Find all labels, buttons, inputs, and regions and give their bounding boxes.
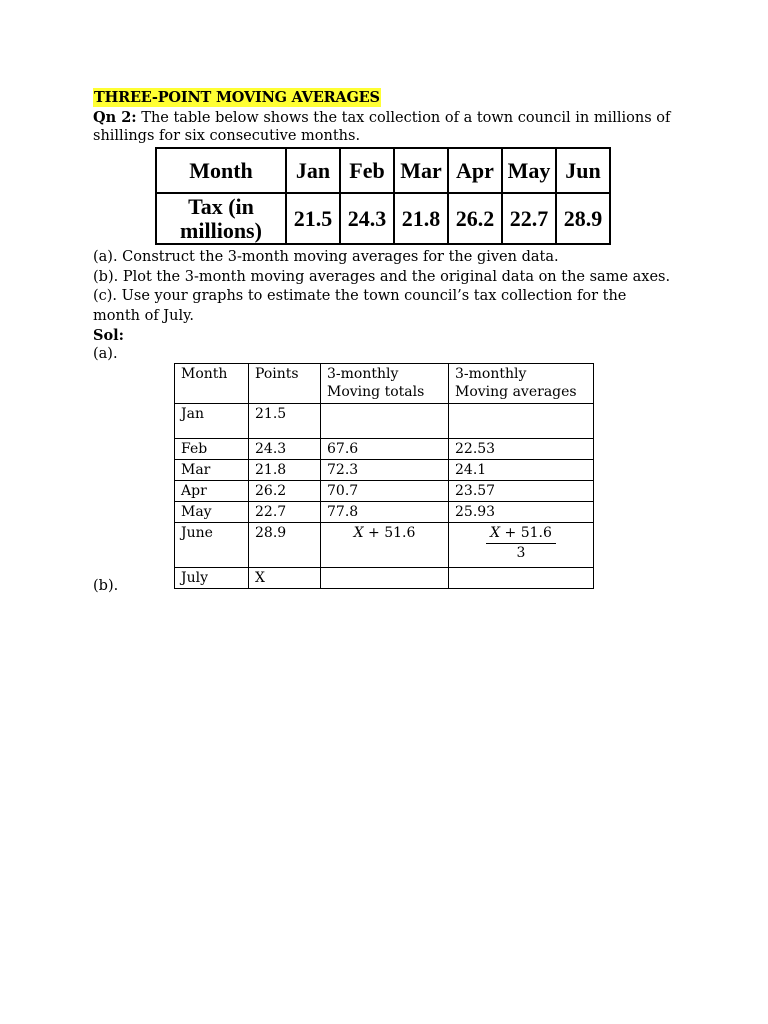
question-text: [93, 108, 670, 128]
total-cell: 77.8: [321, 502, 449, 523]
points-cell: 26.2: [249, 481, 321, 502]
month-cell: June: [175, 523, 249, 568]
numerator-rest: + 51.6: [500, 525, 552, 541]
month-cell: Feb: [340, 148, 394, 193]
tax-cell: 22.7: [502, 193, 556, 244]
points-cell: 21.8: [249, 460, 321, 481]
month-cell: Mar: [175, 460, 249, 481]
part-c-text: (c). Use your graphs to estimate the town council’s tax collection for the: [93, 288, 627, 304]
table-header-row: [175, 364, 594, 404]
month-cell: Mar: [394, 148, 448, 193]
part-a-text: (a). Construct the 3-month moving averages for the given data.: [93, 249, 559, 265]
part-c-text-line2: month of July.: [93, 308, 194, 324]
table-row: [175, 523, 594, 568]
col-header-averages-line2: Moving averages: [455, 384, 577, 400]
solution-part-b-label: (b).: [93, 578, 119, 594]
points-cell: X: [249, 568, 321, 589]
total-cell: [321, 568, 449, 589]
average-cell: 25.93: [449, 502, 594, 523]
section-title: THREE-POINT MOVING AVERAGES: [94, 89, 380, 106]
month-cell: July: [175, 568, 249, 589]
tax-cell: 24.3: [340, 193, 394, 244]
table-row: [175, 481, 594, 502]
part-b-text: (b). Plot the 3-month moving averages and the original data on the same axes.: [93, 269, 671, 285]
solution-part-a-label: (a).: [93, 346, 118, 362]
tax-header: [156, 193, 286, 244]
average-cell: [449, 404, 594, 439]
tax-data-table: [155, 147, 611, 245]
col-header-averages: [449, 364, 594, 404]
tax-row: [156, 193, 610, 244]
tax-cell: 26.2: [448, 193, 502, 244]
month-row: [156, 148, 610, 193]
table-row: [175, 502, 594, 523]
tax-cell: 21.5: [286, 193, 340, 244]
month-cell: Jan: [175, 404, 249, 439]
col-header-month: Month: [175, 364, 249, 404]
table-row: [175, 568, 594, 589]
table-row: [175, 404, 594, 439]
variable-x: X: [353, 525, 364, 541]
question-line2: shillings for six consecutive months.: [93, 128, 361, 144]
total-cell: 67.6: [321, 439, 449, 460]
total-cell: 70.7: [321, 481, 449, 502]
total-expression: [321, 523, 449, 568]
col-header-totals-line1: 3-monthly: [327, 366, 399, 382]
month-cell: May: [175, 502, 249, 523]
moving-average-table: [174, 363, 594, 589]
points-cell: 24.3: [249, 439, 321, 460]
fraction: [486, 524, 556, 562]
solution-label: Sol:: [93, 327, 125, 344]
month-cell: Jun: [556, 148, 610, 193]
question-label: Qn 2:: [93, 109, 137, 126]
month-cell: Feb: [175, 439, 249, 460]
average-cell: [449, 568, 594, 589]
points-cell: 22.7: [249, 502, 321, 523]
tax-cell: 21.8: [394, 193, 448, 244]
month-cell: Apr: [448, 148, 502, 193]
total-cell: 72.3: [321, 460, 449, 481]
month-header: Month: [156, 148, 286, 193]
month-cell: Jan: [286, 148, 340, 193]
col-header-totals-line2: Moving totals: [327, 384, 425, 400]
tax-header-line1: Tax (in: [188, 193, 254, 219]
fraction-numerator: [486, 524, 556, 544]
average-cell: 24.1: [449, 460, 594, 481]
average-cell: 22.53: [449, 439, 594, 460]
average-cell: 23.57: [449, 481, 594, 502]
points-cell: 28.9: [249, 523, 321, 568]
total-expression-rest: + 51.6: [363, 525, 416, 541]
tax-cell: 28.9: [556, 193, 610, 244]
col-header-points: Points: [249, 364, 321, 404]
tax-header-line2: millions): [180, 217, 262, 243]
fraction-denominator: 3: [516, 545, 526, 561]
points-cell: 21.5: [249, 404, 321, 439]
col-header-averages-line1: 3-monthly: [455, 366, 527, 382]
table-row: [175, 439, 594, 460]
average-expression: [449, 523, 594, 568]
total-cell: [321, 404, 449, 439]
col-header-totals: [321, 364, 449, 404]
month-cell: Apr: [175, 481, 249, 502]
variable-x: X: [490, 525, 501, 541]
month-cell: May: [502, 148, 556, 193]
question-line1: The table below shows the tax collection of a town council in millions of: [136, 110, 671, 126]
table-row: [175, 460, 594, 481]
